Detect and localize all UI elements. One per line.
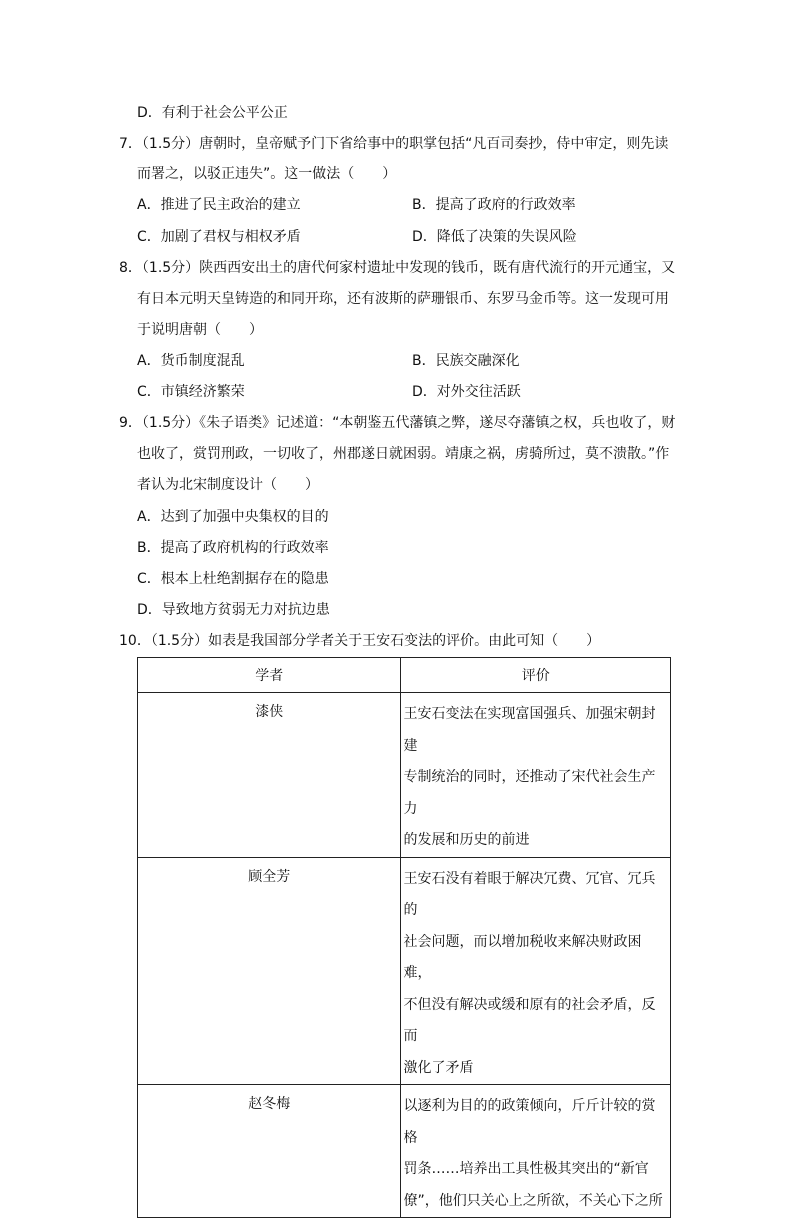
q9-option-b: B．提高了政府机构的行政效率 xyxy=(137,540,329,556)
table-row xyxy=(138,857,671,1085)
evaluation-cell xyxy=(401,857,671,1085)
evaluation-cell xyxy=(401,1085,671,1218)
scholar-cell: 顾全芳 xyxy=(138,857,401,1085)
q8-option-c: C．市镇经济繁荣 xyxy=(137,384,245,400)
evaluation-cell xyxy=(401,693,671,858)
q9-option-a: A．达到了加强中央集权的目的 xyxy=(137,509,329,525)
q7-option-c: C．加剧了君权与相权矛盾 xyxy=(137,229,301,245)
q6-option-d: D．有利于社会公平公正 xyxy=(137,105,288,121)
evaluation-line: 王安石变法在实现富国强兵、加强宋朝封建 xyxy=(403,706,656,754)
q7-option-d: D．降低了决策的失误风险 xyxy=(412,229,577,245)
q8-stem-line3: 于说明唐朝（ ） xyxy=(137,322,263,338)
q8-stem-line1: 8．（1.5分）陕西西安出土的唐代何家村遗址中发现的钱币，既有唐代流行的开元通宝，又 xyxy=(119,260,676,276)
table-row xyxy=(138,1085,671,1218)
q8-option-d: D．对外交往活跃 xyxy=(412,384,521,400)
scholar-cell: 漆侠 xyxy=(138,693,401,858)
q9-stem-line2: 也收了，赏罚刑政，一切收了，州郡遂日就困弱。靖康之祸，虏骑所过，莫不溃散。”作 xyxy=(137,446,670,462)
q9-stem-line1: 9．（1.5分）《朱子语类》记述道：“本朝鉴五代藩镇之弊，遂尽夺藩镇之权，兵也收了，财 xyxy=(119,415,676,431)
header-evaluation: 评价 xyxy=(401,658,671,693)
q7-option-a: A．推进了民主政治的建立 xyxy=(137,197,301,213)
q9-option-c: C．根本上杜绝割据存在的隐患 xyxy=(137,571,329,587)
table-row xyxy=(138,693,671,858)
evaluation-line: 激化了矛盾 xyxy=(403,1059,474,1076)
evaluation-line: 以逐利为目的的政策倾向，斤斤计较的赏格 xyxy=(403,1098,656,1146)
table-header-row xyxy=(138,658,671,693)
q7-stem-line1: 7．（1.5分）唐朝时，皇帝赋予门下省给事中的职掌包括“凡百司奏抄，侍中审定，则先读 xyxy=(119,136,669,152)
q8-stem-line2: 有日本元明天皇铸造的和同开珎，还有波斯的萨珊银币、东罗马金币等。这一发现可用 xyxy=(137,291,669,307)
evaluation-line: 的发展和历史的前进 xyxy=(403,832,530,848)
q8-option-a: A．货币制度混乱 xyxy=(137,353,245,369)
q8-option-b: B．民族交融深化 xyxy=(412,353,520,369)
q7-stem-line2: 而署之，以驳正违失”。这一做法（ ） xyxy=(137,166,397,182)
evaluation-line: 不但没有解决或缓和原有的社会矛盾，反而 xyxy=(403,996,656,1044)
evaluation-line: 僚”，他们只关心上之所欲，不关心下之所 xyxy=(403,1192,663,1209)
q7-option-b: B．提高了政府的行政效率 xyxy=(412,197,576,213)
header-scholar: 学者 xyxy=(138,658,401,693)
scholar-cell: 赵冬梅 xyxy=(138,1085,401,1218)
evaluation-line: 罚条……培养出工具性极其突出的“新官 xyxy=(403,1161,649,1177)
evaluation-table xyxy=(137,657,671,1218)
q9-option-d: D．导致地方贫弱无力对抗边患 xyxy=(137,602,330,618)
q10-stem-line1: 10．（1.5分）如表是我国部分学者关于王安石变法的评价。由此可知（ ） xyxy=(119,633,601,649)
evaluation-line: 王安石没有着眼于解决冗费、冗官、冗兵的 xyxy=(403,870,656,918)
evaluation-line: 专制统治的同时，还推动了宋代社会生产力 xyxy=(403,769,656,817)
evaluation-line: 社会问题，而以增加税收来解决财政困难， xyxy=(403,933,642,981)
q9-stem-line3: 者认为北宋制度设计（ ） xyxy=(137,477,319,493)
